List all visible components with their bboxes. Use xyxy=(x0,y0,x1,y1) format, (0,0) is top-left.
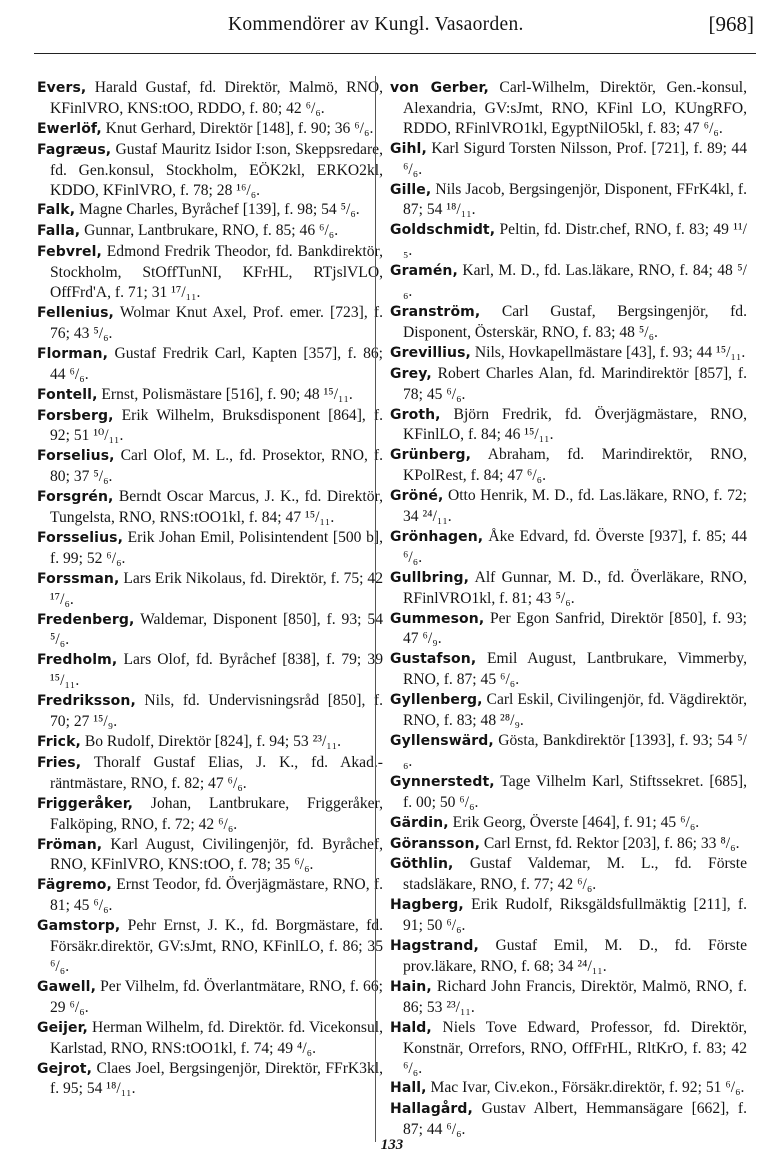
page-reference: [968] xyxy=(708,12,754,36)
entry-surname: Gille, xyxy=(390,181,432,198)
register-entry xyxy=(37,344,383,385)
register-entry xyxy=(37,385,383,406)
register-entry xyxy=(390,364,747,405)
register-entry xyxy=(390,731,747,772)
entry-details: Per Egon Sanfrid, Direktör [850], f. 93; 47 ⁶/₉. xyxy=(403,609,747,648)
entry-details: Carl-Wilhelm, Direktör, Gen.-konsul, Alexandria, GV:sJmt, RNO, KFinl LO, KUngRFO, RDDO, RFinlVRO1kl, EgyptNilO5kl, f. 83; 47 ⁶/₆. xyxy=(403,79,747,137)
register-entry xyxy=(390,405,747,446)
entry-surname: Geijer, xyxy=(37,1019,88,1036)
entry-surname: Grevillius, xyxy=(390,344,471,361)
entry-surname: Frick, xyxy=(37,734,81,750)
entry-surname: Falk, xyxy=(37,202,76,219)
entry-details: Herman Wilhelm, fd. Direktör. fd. Vicekonsul, Karlstad, RNO, RNS:tOO1kl, f. 74; 49 ⁴/₆. xyxy=(50,1018,383,1057)
entry-details: Wolmar Knut Axel, Prof. emer. [723], f. 76; 43 ⁵/₆. xyxy=(50,303,383,342)
entry-surname: Fredholm, xyxy=(37,652,118,669)
entry-details: Nils Jacob, Bergsingenjör, Disponent, FFrK4kl, f. 87; 54 ¹⁸/₁₁. xyxy=(403,180,747,219)
register-entry xyxy=(37,835,383,876)
entry-details: Tage Vilhelm Karl, Stiftssekret. [685], f. 00; 50 ⁶/₆. xyxy=(403,772,747,811)
register-entry xyxy=(37,446,383,487)
entry-surname: Forselius, xyxy=(37,448,115,465)
entry-details: Erik Georg, Överste [464], f. 91; 45 ⁶/₆. xyxy=(452,813,700,831)
register-entry xyxy=(37,732,383,753)
entry-surname: Gyllenberg, xyxy=(390,692,483,709)
entry-details: Berndt Oscar Marcus, J. K., fd. Direktör, Tungelsta, RNO, RNS:tOO1kl, f. 84; 47 ¹⁵/₁₁. xyxy=(50,488,383,527)
register-entry xyxy=(37,977,383,1018)
entry-surname: Grönhagen, xyxy=(390,528,484,545)
register-entry xyxy=(390,895,747,936)
entry-surname: Fellenius, xyxy=(37,304,114,321)
entry-surname: Hain, xyxy=(390,978,432,995)
register-entry xyxy=(390,609,747,650)
entry-surname: Hagstrand, xyxy=(390,938,479,955)
entry-surname: Hald, xyxy=(390,1019,432,1036)
register-entry xyxy=(390,1018,747,1079)
entry-details: Harald Gustaf, fd. Direktör, Malmö, RNO, KFinlVRO, KNS:tOO, RDDO, f. 80; 42 ⁶/₆. xyxy=(50,79,383,117)
entry-surname: Gejrot, xyxy=(37,1060,93,1077)
entry-details: Erik Wilhelm, Bruksdisponent [864], f. 92; 51 ¹⁰/₁₁. xyxy=(50,406,383,445)
register-entry xyxy=(390,78,747,139)
entry-surname: Fries, xyxy=(37,754,82,771)
entry-surname: Gröné, xyxy=(390,488,444,505)
running-title: Kommendörer av Kungl. Vasaorden. xyxy=(228,14,524,35)
register-entry xyxy=(390,220,747,261)
entry-surname: Forsgrén, xyxy=(37,489,114,506)
entry-surname: Febvrel, xyxy=(37,244,102,261)
entry-surname: Gummeson, xyxy=(390,610,485,627)
entry-surname: Forsberg, xyxy=(37,407,114,424)
entry-details: Otto Henrik, M. D., fd. Las.läkare, RNO, f. 72; 34 ²⁴/₁₁. xyxy=(403,487,747,526)
register-entry xyxy=(37,221,383,242)
entry-details: Karl, M. D., fd. Las.läkare, RNO, f. 84; 48 ⁵/₆. xyxy=(403,262,747,301)
entry-details: Karl Sigurd Torsten Nilsson, Prof. [721], f. 89; 44 ⁶/₆. xyxy=(403,139,748,178)
entry-details: Richard John Francis, Direktör, Malmö, RNO, f. 86; 53 ²³/₁₁. xyxy=(403,977,747,1016)
register-entry xyxy=(390,445,747,486)
entry-surname: Fredenberg, xyxy=(37,611,135,628)
register-entry xyxy=(37,569,383,610)
entry-details: Björn Fredrik, fd. Överjägmästare, RNO, KFinlLO, f. 84; 46 ¹⁵/₁₁. xyxy=(403,405,747,444)
entry-details: Ernst Teodor, fd. Överjägmästare, RNO, f. 81; 45 ⁶/₆. xyxy=(50,876,383,915)
entry-details: Claes Joel, Bergsingenjör, Direktör, FFrK3kl, f. 95; 54 ¹⁸/₁₁. xyxy=(50,1059,383,1098)
entry-details: Magne Charles, Byråchef [139], f. 98; 54 ⁵/₆. xyxy=(79,201,360,219)
register-entry xyxy=(390,690,747,731)
entry-details: Erik Rudolf, Riksgäldsfullmäktig [211], f. 91; 50 ⁶/₆. xyxy=(403,896,747,935)
entry-details: Lars Olof, fd. Byråchef [838], f. 79; 39 ¹⁵/₁₁. xyxy=(50,651,383,690)
entry-details: Gustaf Fredrik Carl, Kapten [357], f. 86; 44 ⁶/₆. xyxy=(50,344,383,383)
entry-details: Peltin, fd. Distr.chef, RNO, f. 83; 49 ¹¹/₅. xyxy=(403,221,747,260)
register-entry xyxy=(37,1059,383,1100)
right-column xyxy=(390,78,747,1140)
entry-surname: Gamstorp, xyxy=(37,918,121,935)
entry-details: Waldemar, Disponent [850], f. 93; 54 ⁵/₆. xyxy=(50,610,383,649)
entry-surname: Gärdin, xyxy=(390,814,449,831)
register-entry xyxy=(37,242,383,303)
entry-surname: Hagberg, xyxy=(390,897,464,914)
entry-details: Carl Ernst, fd. Rektor [203], f. 86; 33 ⁸/₆. xyxy=(483,834,740,852)
register-entry xyxy=(390,772,747,813)
register-entry xyxy=(37,753,383,794)
entry-surname: Forssman, xyxy=(37,570,120,587)
register-entry xyxy=(390,261,747,302)
register-entry xyxy=(37,78,383,119)
entry-surname: Fröman, xyxy=(37,836,103,853)
entry-surname: Granström, xyxy=(390,303,481,320)
entry-details: Nils, fd. Undervisningsråd [850], f. 70; 27 ¹⁵/₉. xyxy=(50,692,383,731)
entry-surname: Evers, xyxy=(37,80,87,96)
entry-details: Per Vilhelm, fd. Överlantmätare, RNO, f. 66; 29 ⁶/₆. xyxy=(50,977,383,1016)
register-entry xyxy=(37,200,383,221)
register-entry xyxy=(390,813,747,834)
register-entry xyxy=(37,528,383,569)
register-entry xyxy=(390,486,747,527)
register-entry xyxy=(390,1078,747,1099)
entry-surname: Forsselius, xyxy=(37,529,123,546)
entry-surname: Göransson, xyxy=(390,835,480,852)
entry-details: Erik Johan Emil, Polisintendent [500 b], f. 99; 52 ⁶/₆. xyxy=(50,528,383,567)
register-entry xyxy=(390,649,747,690)
register-entry xyxy=(37,691,383,732)
entry-surname: Gramén, xyxy=(390,263,458,280)
entry-surname: Hall, xyxy=(390,1080,427,1097)
entry-surname: Groth, xyxy=(390,406,441,423)
entry-surname: von Gerber, xyxy=(390,80,489,96)
entry-details: Gösta, Bankdirektör [1393], f. 93; 54 ⁵/₆. xyxy=(403,732,747,770)
register-entry xyxy=(37,140,383,201)
entry-details: Gustav Albert, Hemmansägare [662], f. 87; 44 ⁶/₆. xyxy=(403,1100,747,1139)
entry-details: Gunnar, Lantbrukare, RNO, f. 85; 46 ⁶/₆. xyxy=(84,222,339,240)
register-entry xyxy=(37,487,383,528)
entry-surname: Göthlin, xyxy=(390,856,454,873)
register-entry xyxy=(37,119,383,140)
register-entry xyxy=(390,936,747,977)
register-entry xyxy=(37,875,383,916)
register-entry xyxy=(390,1099,747,1140)
register-entry xyxy=(390,180,747,221)
register-entry xyxy=(390,527,747,568)
entry-surname: Grey, xyxy=(390,365,432,382)
register-entry xyxy=(37,650,383,691)
column-divider xyxy=(375,76,376,1142)
entry-surname: Friggeråker, xyxy=(37,795,134,812)
entry-details: Edmond Fredrik Theodor, fd. Bankdirektör, Stockholm, StOffTunNI, KFrHL, RTjslVLO, OffFrd'A, f. 71; 31 ¹⁷/₁₁. xyxy=(50,243,383,302)
entry-details: Karl August, Civilingenjör, fd. Byråchef, RNO, KFinlVRO, KNS:tOO, f. 78; 35 ⁶/₆. xyxy=(50,835,383,874)
left-column xyxy=(37,78,383,1099)
entry-surname: Gihl, xyxy=(390,140,427,157)
entry-details: Ernst, Polismästare [516], f. 90; 48 ¹⁵/₁₁. xyxy=(101,385,353,403)
entry-details: Pehr Ernst, J. K., fd. Borgmästare, fd. Försäkr.direktör, GV:sJmt, RNO, KFinlLO, f. 86; 35 ⁶/₆. xyxy=(50,917,383,975)
entry-details: Carl Gustaf, Bergsingenjör, fd. Disponent, Österskär, RNO, f. 83; 48 ⁵/₆. xyxy=(403,302,747,341)
entry-details: Niels Tove Edward, Professor, fd. Direktör, Konstnär, Orrefors, RNO, OffFrHL, RltKrO, f. 83; 42 ⁶/₆. xyxy=(403,1018,747,1077)
entry-surname: Hallagård, xyxy=(390,1101,473,1118)
register-entry xyxy=(390,834,747,855)
register-entry xyxy=(37,916,383,977)
entry-details: Johan, Lantbrukare, Friggeråker, Falköping, RNO, f. 72; 42 ⁶/₆. xyxy=(50,794,383,833)
header-rule xyxy=(34,53,756,54)
entry-details: Åke Edvard, fd. Överste [937], f. 85; 44 ⁶/₆. xyxy=(403,527,747,566)
entry-details: Mac Ivar, Civ.ekon., Försäkr.direktör, f. 92; 51 ⁶/₆. xyxy=(430,1079,745,1097)
page-header xyxy=(0,10,784,50)
entry-surname: Goldschmidt, xyxy=(390,222,496,239)
entry-surname: Gullbring, xyxy=(390,569,470,586)
register-entry xyxy=(37,1018,383,1059)
entry-details: Carl Eskil, Civilingenjör, fd. Vägdirektör, RNO, f. 83; 48 ²⁸/₉. xyxy=(403,691,747,730)
register-entry xyxy=(390,977,747,1018)
entry-details: Gustaf Emil, M. D., fd. Förste prov.läkare, RNO, f. 68; 34 ²⁴/₁₁. xyxy=(403,937,747,975)
entry-details: Knut Gerhard, Direktör [148], f. 90; 36 ⁶/₆. xyxy=(105,119,374,137)
entry-surname: Fagræus, xyxy=(37,141,112,158)
register-entry xyxy=(37,406,383,447)
entry-details: Abraham, fd. Marindirektör, RNO, KPolRest, f. 84; 47 ⁶/₆. xyxy=(403,446,747,485)
entry-details: Gustaf Valdemar, M. L., fd. Förste stadsläkare, RNO, f. 77; 42 ⁶/₆. xyxy=(403,855,748,894)
register-entry xyxy=(390,139,747,180)
register-entry xyxy=(390,568,747,609)
entry-surname: Fredriksson, xyxy=(37,693,136,710)
entry-surname: Gynnerstedt, xyxy=(390,773,495,790)
entry-details: Lars Erik Nikolaus, fd. Direktör, f. 75; 42 ¹⁷/₆. xyxy=(50,569,383,608)
register-entry xyxy=(390,343,747,364)
entry-details: Bo Rudolf, Direktör [824], f. 94; 53 ²³/₁₁. xyxy=(84,733,342,750)
register-entry xyxy=(390,302,747,343)
entry-surname: Fontell, xyxy=(37,386,98,403)
entry-details: Gustaf Mauritz Isidor I:son, Skeppsredare, fd. Gen.konsul, Stockholm, EÖK2kl, ERKO2kl, KDDO, KFinlVRO, f. 78; 28 ¹⁶/₆. xyxy=(50,140,383,199)
entry-surname: Gawell, xyxy=(37,978,96,995)
entry-details: Carl Olof, M. L., fd. Prosektor, RNO, f. 80; 37 ⁵/₆. xyxy=(50,447,383,486)
page-number: 133 xyxy=(380,1137,404,1153)
entry-details: Robert Charles Alan, fd. Marindirektör [857], f. 78; 45 ⁶/₆. xyxy=(403,364,747,403)
entry-details: Emil August, Lantbrukare, Vimmerby, RNO, f. 87; 45 ⁶/₆. xyxy=(403,650,747,689)
entry-surname: Ewerlöf, xyxy=(37,120,102,137)
register-entry xyxy=(390,854,747,895)
register-entry xyxy=(37,794,383,835)
entry-surname: Falla, xyxy=(37,223,81,240)
entry-surname: Florman, xyxy=(37,345,109,362)
register-entry xyxy=(37,610,383,651)
entry-surname: Gustafson, xyxy=(390,651,477,668)
entry-surname: Fägremo, xyxy=(37,877,112,894)
entry-surname: Grünberg, xyxy=(390,447,471,464)
entry-details: Nils, Hovkapellmästare [43], f. 93; 44 ¹⁵/₁₁. xyxy=(474,343,746,361)
entry-details: Alf Gunnar, M. D., fd. Överläkare, RNO, RFinlVRO1kl, f. 81; 43 ⁵/₆. xyxy=(403,568,747,607)
entry-surname: Gyllenswärd, xyxy=(390,733,494,749)
register-entry xyxy=(37,303,383,344)
entry-details: Thoralf Gustaf Elias, J. K., fd. Akad.-räntmästare, RNO, f. 82; 47 ⁶/₆. xyxy=(50,753,383,792)
